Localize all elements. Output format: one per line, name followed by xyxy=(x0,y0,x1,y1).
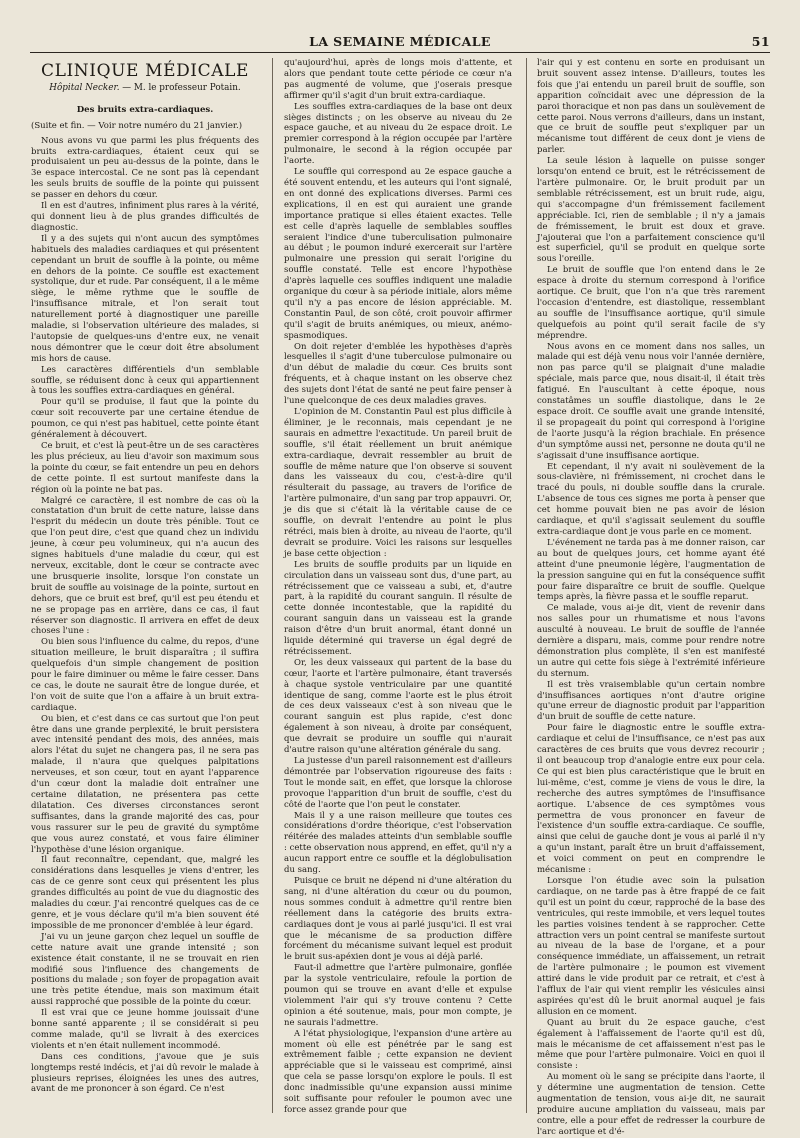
paragraph: Il en est d'autres, infiniment plus rares à la vérité, qui donnent lieu à de plus grandes difficultés de diagnostic. xyxy=(31,201,259,233)
hospital-name: Hôpital Necker. xyxy=(49,82,120,93)
paragraph: l'air qui y est contenu en sorte en produisant un bruit souvent assez intense. D'ailleurs, toutes les fois que j'ai entendu un pareil bruit de souffle, son apparition coïncidait avec une dépression de la paroi thoracique et non pas dans un soulèvement de cette paroi. Nous verrons d'ailleurs, dans un instant, que ce bruit de souffle peut s'expliquer par un mécanisme tout différent de ceux dont je viens de parler. xyxy=(537,58,765,156)
paragraph: Nous avons en ce moment dans nos salles, un malade qui est déjà venu nous voir l'année dernière, non pas parce qu'il se plaignait d'une maladie spéciale, mais parce que, nous disait-il, il était très fatigué. En l'auscultant à cette époque, nous constatâmes un souffle diastolique, dans le 2e espace droit. Ce souffle avait une grande intensité, il se propageait du point qui correspond à l'origine de l'aorte jusqu'à la région brachiale. En présence d'un symptôme aussi net, personne ne douta qu'il ne s'agissait d'une insuffisance aortique. xyxy=(537,341,765,461)
column-3 xyxy=(537,58,765,1137)
paragraph: Il est très vraisemblable qu'un certain nombre d'insuffisances aortiques n'ont d'autre origine qu'une erreur de diagnostic produit par l'apparition d'un bruit de souffle de cette nature. xyxy=(537,679,765,723)
paragraph: qu'aujourd'hui, après de longs mois d'attente, et alors que pendant toute cette période ce cœur n'a pas augmenté de volume, que j'oserais presque affirmer qu'il s'agit d'un bruit extra-cardiaque. xyxy=(284,58,512,101)
paragraph: Dans ces conditions, j'avoue que je suis longtemps resté indécis, et j'ai dû revoir le malade à plusieurs reprises, éloignées les unes des autres, avant de me prononcer à son égard. Ce n'est xyxy=(31,1051,259,1095)
column-1 xyxy=(31,58,259,1118)
paragraph: La seule lésion à laquelle on puisse songer lorsqu'on entend ce bruit, est le rétrécissement de l'artère pulmonaire. Or, le bruit produit par un semblable rétrécissement, est un bruit rude, aigu, qui s'accompagne d'un frémissement facilement appréciable. Ici, rien de semblable ; il n'y a jamais de frémissement, le bruit est doux et grave. J'ajouterai que l'on a parfaitement conscience qu'il est superficiel, qu'il se produit en quelque sorte sous l'oreille. xyxy=(537,156,765,265)
page-header xyxy=(30,34,770,52)
paragraph: Mais il y a une raison meilleure que toutes ces considérations d'ordre théorique, c'est l'observation réitérée des malades atteints d'un semblable souffle : cette observation nous apprend, en effet, qu'il n'y a aucun rapport entre ce souffle et la déglobulisation du sang. xyxy=(284,810,512,876)
paragraph: Nous avons vu que parmi les plus fréquents des bruits extra-cardiaques, étaient ceux qui se produisaient un peu au-dessus de la pointe, dans le 3e espace intercostal. Ce ne sont pas là cependant les seuls bruits de souffle de la pointe qui puissent se passer en dehors du cœur. xyxy=(31,135,259,201)
paragraph: Il est vrai que ce jeune homme jouissait d'une bonne santé apparente ; il se considérait si peu comme malade, qu'il se livrait à des exercices violents et n'en était nullement incommodé. xyxy=(31,1008,259,1051)
paragraph: Il faut reconnaître, cependant, que, malgré les considérations dans lesquelles je viens d'entrer, les cas de ce genre sont ceux qui présentent les plus grandes difficultés au point de vue du diagnostic des maladies du cœur. J'ai rencontré quelques cas de ce genre, et je vous déclare qu'il m'a bien souvent été impossible de me prononcer d'emblée à leur égard. xyxy=(31,855,259,931)
paragraph: Au moment où le sang se précipite dans l'aorte, il y détermine une augmentation de tension. Cette augmentation de tension, vous ai-je dit, ne saurait produire aucune ampliation du vaisseau, mais par contre, elle a pour effet de redresser la courbure de l'arc aortique et d'é- xyxy=(537,1072,765,1137)
paragraph: Il y a des sujets qui n'ont aucun des symptômes habituels des maladies cardiaques et qui présentent cependant un bruit de souffle à la pointe, ou même en dehors de la pointe. Ce souffle est exactement systolique, dur et rude. Par conséquent, il a le même siège, le même rythme que le souffle de l'insuffisance mitrale, et l'on serait tout naturellement porté à diagnostiquer une pareille maladie, si l'observation ultérieure des malades, si l'autopsie de quelques-uns d'entre eux, ne venait nous démontrer que le cœur doit être absolument mis hors de cause. xyxy=(31,233,259,364)
journal-title: LA SEMAINE MÉDICALE xyxy=(309,34,491,49)
paragraph: L'opinion de M. Constantin Paul est plus difficile à éliminer, je le reconnais, mais cependant je ne saurais en admettre l'exactitude. Un pareil bruit de souffle, s'il était réellement un bruit anémique extra-cardiaque, devrait ressembler au bruit de souffle de même nature que l'on observe si souvent dans les vaisseaux du cou, c'est-à-dire qu'il résulterait du passage, au travers de l'orifice de l'artère pulmonaire, d'un sang par trop appauvri. Or, je dis que si c'était là la véritable cause de ce souffle, on devrait l'entendre au point le plus rétréci, mais bien à droite, au niveau de l'aorte, qu'il devrait se produire. Voici les raisons sur lesquelles je base cette objection : xyxy=(284,407,512,559)
paragraph: Puisque ce bruit ne dépend ni d'une altération du sang, ni d'une altération du cœur ou du poumon, nous sommes conduit à admettre qu'il rentre bien réellement dans la catégorie des bruits extra-cardiaques dont je vous ai parlé jusqu'ici. Il est vrai que le mécanisme de sa production diffère forcément du mécanisme suivant lequel est produit le bruit sus-apéxien dont je vous ai déjà parlé. xyxy=(284,875,512,963)
column-text xyxy=(31,136,259,1096)
paragraph: A l'état physiologique, l'expansion d'une artère au moment où elle est pénétrée par le sang est extrêmement faible ; cette expansion ne devient appréciable que si le vaisseau est comprimé, ainsi que cela se passe lorsqu'on explore le pouls. Il est donc inadmissible qu'une expansion aussi minime soit suffisante pour refouler le poumon avec une force assez grande pour que xyxy=(284,1028,512,1115)
paragraph: Or, les deux vaisseaux qui partent de la base du cœur, l'aorte et l'artère pulmonaire, étant traversés à chaque systole ventriculaire par une quantité identique de sang, comme l'aorte est le plus étroit de ces deux vaisseaux c'est à son niveau que le courant sanguin est plus rapide, c'est donc également à son niveau, à droite par conséquent, que devrait se produire un souffle qui n'aurait d'autre raison qu'une altération générale du sang. xyxy=(284,657,512,756)
paragraph: Ou bien sous l'influence du calme, du repos, d'une situation meilleure, le bruit disparaîtra ; il suffira quelquefois d'un simple changement de position pour le faire diminuer ou même le faire cesser. Dans ce cas, le doute ne saurait être de longue durée, et l'on voit de suite que l'on a affaire à un bruit extra-cardiaque. xyxy=(31,637,259,713)
column-divider xyxy=(272,58,273,1113)
paragraph: Les bruits de souffle produits par un liquide en circulation dans un vaisseau sont dus, d'une part, au rétrécissement que ce vaisseau a subi, et, d'autre part, à la rapidité du courant sanguin. Il résulte de cette donnée incontestable, que la rapidité du courant sanguin dans un vaisseau est la grande raison d'être d'un bruit anormal, étant donné un liquide déterminé qui traverse un égal degré de rétrécissement. xyxy=(284,559,512,657)
paragraph: L'événement ne tarda pas à me donner raison, car au bout de quelques jours, cet homme ayant été atteint d'une pneumonie légère, l'augmentation de la pression sanguine qui en fut la conséquence suffit pour faire disparaître ce bruit de souffle. Quelque temps après, la fièvre passa et le souffle reparut. xyxy=(537,537,765,603)
paragraph: Pour faire le diagnostic entre le souffle extra-cardiaque et celui de l'insuffisance, ce n'est pas aux caractères de ces bruits que vous devrez recourir ; il ont beaucoup trop d'analogie entre eux pour cela. Ce qui est bien plus caractéristique que le bruit en lui-même, c'est, comme je viens de vous le dire, la recherche des autres symptômes de l'insuffisance aortique. L'absence de ces symptômes vous permettra de vous prononcer en faveur de l'existence d'un souffle extra-cardiaque. Ce souffle, ainsi que celui de gauche dont je vous ai parlé il n'y a qu'un instant, paraît être un bruit d'affaissement, et voici comment on peut en comprendre le mécanisme : xyxy=(537,723,765,876)
paragraph: J'ai vu un jeune garçon chez lequel un souffle de cette nature avait une grande intensité ; son existence était constante, il ne se trouvait en rien modifié sous l'influence des changements de positions du malade ; son foyer de propagation avait une très petite étendue, mais son maximum était aussi rapproché que possible de la pointe du cœur. xyxy=(31,931,259,1008)
continuation-note: (Suite et fin. — Voir notre numéro du 21 janvier.) xyxy=(31,120,243,131)
header-rule xyxy=(30,52,770,53)
paragraph: La justesse d'un pareil raisonnement est d'ailleurs démontrée par l'observation rigoureuse des faits : Tout le monde sait, en effet, que lorsque la chlorose provoque l'apparition d'un bruit de souffle, c'est du côté de l'aorte que l'on peut le constater. xyxy=(284,756,512,810)
column-2 xyxy=(284,58,512,1118)
page-number: 51 xyxy=(751,34,770,49)
paragraph: Quant au bruit du 2e espace gauche, c'est également à l'affaissement de l'aorte qu'il est dû, mais le mécanisme de cet affaissement n'est pas le même que pour l'artère pulmonaire. Voici en quoi il consiste : xyxy=(537,1017,765,1072)
column-text xyxy=(284,58,512,1116)
paragraph: Pour qu'il se produise, il faut que la pointe du cœur soit recouverte par une certaine étendue de poumon, ce qui n'est pas habituel, cette pointe étant généralement à découvert. xyxy=(31,397,259,441)
paragraph: Ce malade, vous ai-je dit, vient de revenir dans nos salles pour un rhumatisme et nous l'avons ausculté à nouveau. Le bruit de souffle de l'année dernière a disparu, mais, comme pour rendre notre démonstration plus complète, il s'en est manifesté un autre qui cette fois siège à l'extrémité inférieure du sternum. xyxy=(537,603,765,679)
professor-name: — M. le professeur Potain. xyxy=(119,82,241,93)
paragraph: Et cependant, il n'y avait ni soulèvement de la sous-clavière, ni frémissement, ni crochet dans le tracé du pouls, ni double souffle dans la crurale. L'absence de tous ces signes me porta à penser que cet homme pouvait bien ne pas avoir de lésion cardiaque, et qu'il s'agissait seulement du souffle extra-cardiaque dont je vous parle en ce moment. xyxy=(537,461,765,537)
paragraph: Lorsque l'on étudie avec soin la pulsation cardiaque, on ne tarde pas à être frappé de ce fait qu'il est un point du cœur, rapproché de la base des ventricules, qui reste immobile, et vers lequel toutes les parties voisines tendent à se rapprocher. Cette attraction vers un point central se manifeste surtout au niveau de la base de l'organe, et a pour conséquence immédiate, un affaissement, un retrait de l'artère pulmonaire ; le poumon est vivement attiré dans le vide produit par ce retrait, et c'est à l'afflux de l'air qui vient remplir les vésicules ainsi aspirées qu'est dû le bruit anormal auquel je fais allusion en ce moment. xyxy=(537,875,765,1017)
column-divider xyxy=(526,58,527,1113)
hospital-line xyxy=(31,83,259,94)
paragraph: Le bruit de souffle que l'on entend dans le 2e espace à droite du sternum correspond à l'orifice aortique. Ce bruit, que l'on n'a que très rarement l'occasion d'entendre, est diastolique, ressemblant au souffle de l'insuffisance aortique, qu'il simule quelquefois au point qu'il serait facile de s'y méprendre. xyxy=(537,265,765,341)
paragraph: Malgré ce caractère, il est nombre de cas où la constatation d'un bruit de cette nature, laisse dans l'esprit du médecin un doute très pénible. Tout ce que l'on peut dire, c'est que quand chez un individu jeune, à cœur peu volumineux, qui n'a aucun des signes habituels d'une maladie du cœur, qui est nerveux, excitable, dont le cœur se contracte avec une brusquerie insolite, lorsque l'on constate un bruit de souffle au voisinage de la pointe, surtout en dehors, que ce bruit est bref, qu'il est peu étendu et ne se propage pas en arrière, dans ce cas, il faut réserver son diagnostic. Il arrivera en effet de deux choses l'une : xyxy=(31,495,259,637)
paragraph: Le souffle qui correspond au 2e espace gauche a été souvent entendu, et les auteurs qui l'ont signalé, en ont donné des explications diverses. Parmi ces explications, il en est qui auraient une grande importance pratique si elles étaient exactes. Telle est celle d'après laquelle de semblables souffles seraient l'indice d'une tuberculisation pulmonaire au début ; le poumon induré exercerait sur l'artère pulmonaire une pression qui serait l'origine du souffle constaté. Telle est encore l'hypothèse d'après laquelle ces souffles indiquent une maladie organique du cœur à sa période initiale, alors même qu'il n'y a pas encore de lésion appréciable. M. Constantin Paul, de son côté, croit pouvoir affirmer qu'il s'agit de bruits anémiques, ou mieux, anémo-spasmodiques. xyxy=(284,167,512,341)
paragraph: Les caractères différentiels d'un semblable souffle, se réduisent donc à ceux qui appartiennent à tous les souffles extra-cardiaques en général. xyxy=(31,364,259,397)
paragraph: Les souffles extra-cardiaques de la base ont deux sièges distincts ; on les observe au niveau du 2e espace gauche, et au niveau du 2e espace droit. Le premier correspond à la région occupée par l'artère pulmonaire, le second à la région occupée par l'aorte. xyxy=(284,101,512,167)
paragraph: Ou bien, et c'est dans ce cas surtout que l'on peut être dans une grande perplexité, le bruit persistera avec intensité pendant des mois, des années, mais alors l'état du sujet ne changera pas, il ne sera pas malade, il n'aura que quelques palpitations nerveuses, et son cœur, tout en ayant l'apparence d'un cœur dont la maladie doit entraîner une certaine dilatation, ne présentera pas cette dilatation. Ces diverses circonstances seront suffisantes, dans la grande majorité des cas, pour vous rassurer sur le peu de gravité du symptôme que vous aurez constaté, et vous faire éliminer l'hypothèse d'une lésion organique. xyxy=(31,713,259,855)
paragraph: Faut-il admettre que l'artère pulmonaire, gonflée par la systole ventriculaire, refoule la portion de poumon qui se trouve en avant d'elle et expulse violemment l'air qui s'y trouve contenu ? Cette opinion a été soutenue, mais, pour mon compte, je ne saurais l'admettre. xyxy=(284,963,512,1028)
article-title: Des bruits extra-cardiaques. xyxy=(76,104,214,115)
paragraph: On doit rejeter d'emblée les hypothèses d'après lesquelles il s'agit d'une tuberculose pulmonaire ou d'un début de maladie du cœur. Ces bruits sont fréquents, et à chaque instant on les observe chez des sujets dont l'état de santé ne peut faire penser à l'une quelconque de ces deux maladies graves. xyxy=(284,341,512,407)
section-title: CLINIQUE MÉDICALE xyxy=(40,61,250,81)
column-text xyxy=(537,58,765,1138)
paragraph: Ce bruit, et c'est là peut-être un de ses caractères les plus précieux, au lieu d'avoir son maximum sous la pointe du cœur, se fait entendre un peu en dehors de cette pointe. Il est surtout manifeste dans la région où la pointe ne bat pas. xyxy=(31,441,259,495)
